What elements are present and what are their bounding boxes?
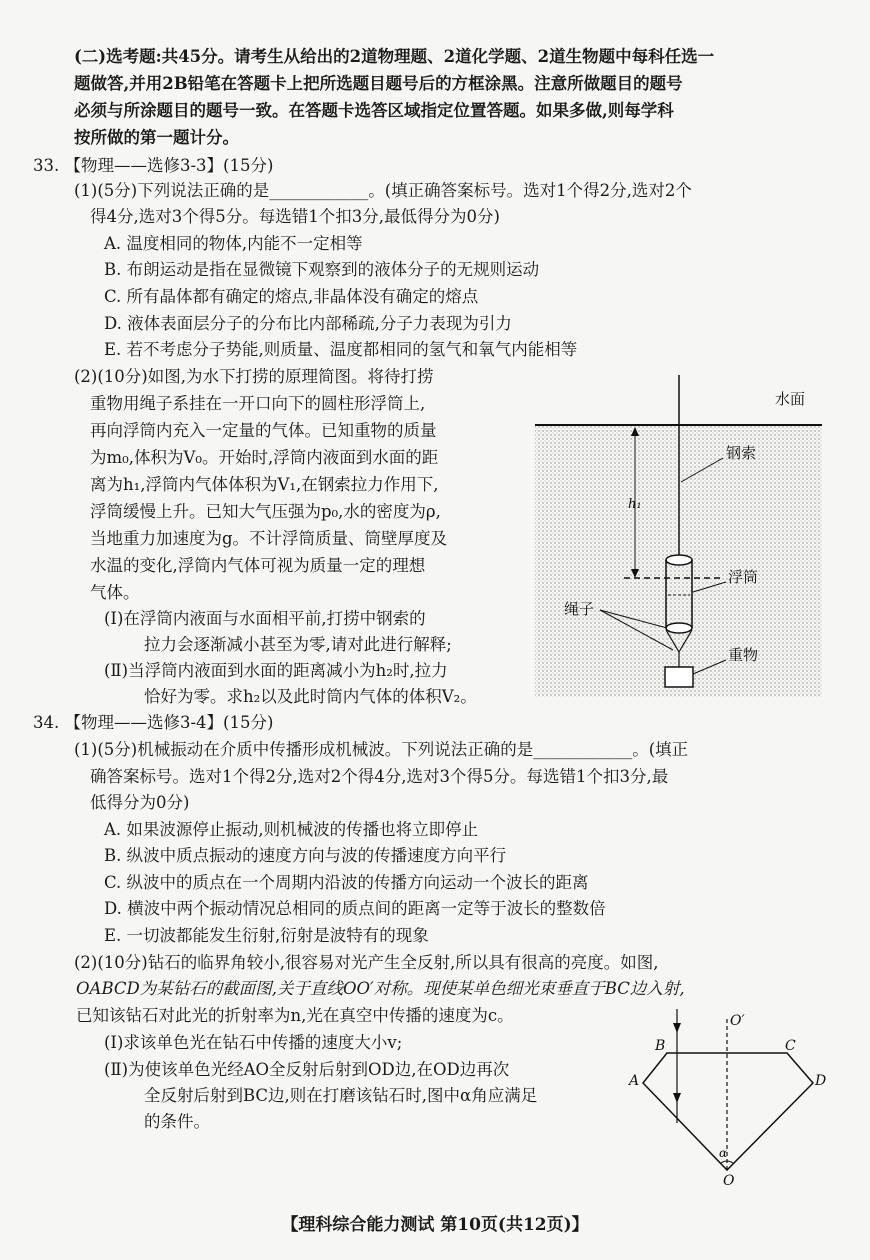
q34-part1-line: (1)(5分)机械振动在介质中传播形成机械波。下列说法正确的是____________。(填正 [74, 740, 689, 759]
q33-part2-line: 重物用绳子系挂在一开口向下的圆柱形浮筒上, [90, 394, 426, 413]
float-top-ellipse [666, 555, 692, 565]
q33-sub-1: 拉力会逐渐减小甚至为零,请对此进行解释; [144, 635, 452, 654]
q33-sub-1: (Ⅰ)在浮筒内液面与水面相平前,打捞中钢索的 [104, 609, 426, 628]
diamond-diagram [625, 1005, 835, 1190]
cable-label: 钢索 [726, 444, 757, 462]
label-o: O [723, 1173, 735, 1189]
label-o-prime: O′ [730, 1013, 745, 1029]
q34-option-e: E. 一切波都能发生衍射,衍射是波特有的现象 [104, 926, 429, 945]
label-d: D [815, 1073, 827, 1089]
page-footer: 【理科综合能力测试 第10页(共12页)】 [281, 1215, 589, 1235]
q33-part2-line: 为m₀,体积为V₀。开始时,浮筒内液面到水面的距 [90, 448, 439, 467]
h1-label: h₁ [628, 497, 642, 512]
section-line-3: 必须与所涂题目的题号一致。在答题卡选答区域指定位置答题。如果多做,则每学科 [74, 101, 674, 120]
q33-option-d: D. 液体表面层分子的分布比内部稀疏,分子力表现为引力 [104, 314, 512, 333]
q33-option-c: C. 所有晶体都有确定的熔点,非晶体没有确定的熔点 [104, 287, 479, 306]
q33-part2-line: 水温的变化,浮筒内气体可视为质量一定的理想 [90, 556, 426, 575]
q33-part2-line: 气体。 [90, 583, 140, 602]
q33-part2-line: 离为h₁,浮筒内气体体积为V₁,在钢索拉力作用下, [90, 475, 439, 494]
q33-part2-line: (2)(10分)如图,为水下打捞的原理简图。将待打捞 [74, 367, 434, 386]
q33-option-b: B. 布朗运动是指在显微镜下观察到的液体分子的无规则运动 [104, 260, 540, 279]
q34-option-a: A. 如果波源停止振动,则机械波的传播也将立即停止 [104, 820, 479, 839]
q33-sub-2: 恰好为零。求h₂以及此时筒内气体的体积V₂。 [144, 687, 477, 706]
section-line-1: (二)选考题:共45分。请考生从给出的2道物理题、2道化学题、2道生物题中每科任选一 [74, 47, 715, 66]
q34-option-b: B. 纵波中质点振动的速度方向与波的传播速度方向平行 [104, 846, 507, 865]
q34-part2-line: 已知该钻石对此光的折射率为n,光在真空中传播的速度为c。 [76, 1006, 514, 1025]
q33-part2-line: 再向浮筒内充入一定量的气体。已知重物的质量 [90, 421, 437, 440]
q33-option-a: A. 温度相同的物体,内能不一定相等 [104, 234, 363, 253]
q34-sub-2: 全反射后射到BC边,则在打磨该钻石时,图中α角应满足 [144, 1086, 538, 1105]
label-a: A [629, 1073, 640, 1089]
section-line-4: 按所做的第一题计分。 [74, 128, 239, 147]
q34-part2-line: OABCD为某钻石的截面图,关于直线OO′对称。现使某单色细光束垂直于BC边入射, [76, 979, 685, 998]
q33-option-e: E. 若不考虑分子势能,则质量、温度都相同的氢气和氧气内能相等 [104, 340, 578, 359]
label-alpha: α [719, 1146, 728, 1160]
q34-option-d: D. 横波中两个振动情况总相同的质点间的距离一定等于波长的整数倍 [104, 899, 606, 918]
q34-sub-1: (Ⅰ)求该单色光在钻石中传播的速度大小v; [104, 1033, 403, 1052]
float-label: 浮筒 [728, 568, 759, 586]
q34-sub-2: (Ⅱ)为使该单色光经AO全反射后射到OD边,在OD边再次 [104, 1060, 510, 1079]
rope-label: 绳子 [564, 600, 595, 618]
q34-part1-line: 低得分为0分) [90, 793, 190, 812]
q33-part2-line: 浮筒缓慢上升。已知大气压强为p₀,水的密度为ρ, [90, 502, 441, 521]
incident-ray-arrow-bottom [673, 1093, 681, 1103]
float-bottom-ellipse [666, 623, 692, 633]
q34-title: 34. 【物理——选修3-4】(15分) [33, 713, 274, 732]
q34-sub-2: 的条件。 [144, 1112, 210, 1131]
label-c: C [785, 1038, 796, 1054]
diamond-outline [643, 1053, 813, 1170]
q33-part1-line: 得4分,选对3个得5分。每选错1个扣3分,最低得分为0分) [90, 207, 500, 226]
q34-part2-line: (2)(10分)钻石的临界角较小,很容易对光产生全反射,所以具有很高的亮度。如图, [74, 953, 659, 972]
q33-part1-line: (1)(5分)下列说法正确的是____________。(填正确答案标号。选对1个得2分,选对2个 [74, 181, 692, 200]
weight-label: 重物 [728, 646, 759, 664]
section-line-2: 题做答,并用2B铅笔在答题卡上把所选题目题号后的方框涂黑。注意所做题目的题号 [74, 74, 683, 93]
q33-title: 33. 【物理——选修3-3】(15分) [33, 156, 274, 175]
q34-option-c: C. 纵波中的质点在一个周期内沿波的传播方向运动一个波长的距离 [104, 873, 589, 892]
label-b: B [655, 1038, 666, 1054]
salvage-diagram [530, 370, 825, 700]
q33-part2-line: 当地重力加速度为g。不计浮筒质量、筒壁厚度及 [90, 529, 448, 548]
incident-ray-arrow-top [673, 1023, 681, 1033]
q33-sub-2: (Ⅱ)当浮筒内液面到水面的距离减小为h₂时,拉力 [104, 661, 448, 680]
weight-block [665, 667, 693, 687]
q34-part1-line: 确答案标号。选对1个得2分,选对2个得4分,选对3个得5分。每选错1个扣3分,最 [90, 767, 669, 786]
water-surface-label: 水面 [775, 390, 806, 408]
